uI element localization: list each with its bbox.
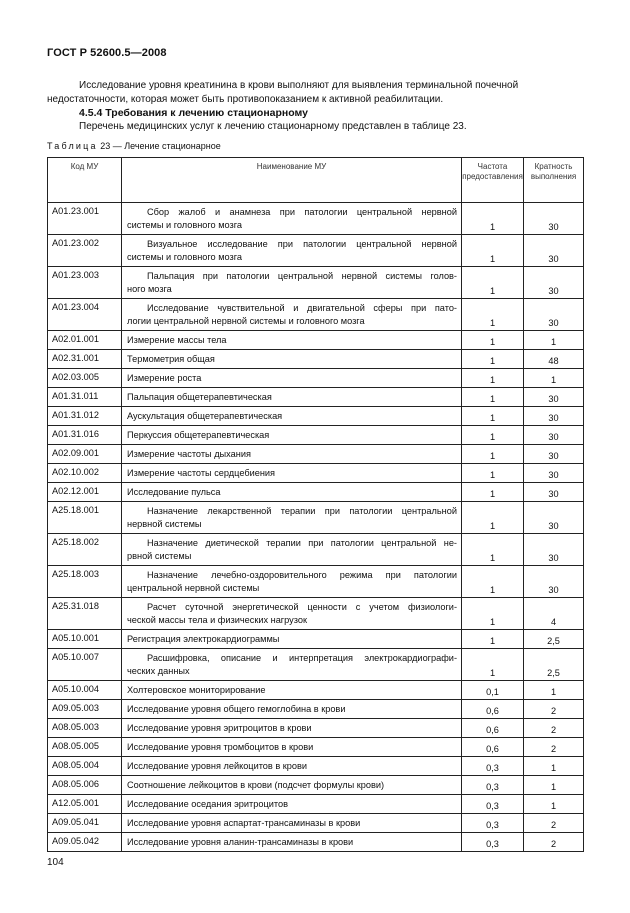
table-row xyxy=(48,267,584,299)
cell-name xyxy=(122,598,462,630)
cell-name-text: Исследование уровня аспартат-трансаминазы в крови xyxy=(127,818,361,828)
document-standard-header: ГОСТ Р 52600.5—2008 xyxy=(47,47,167,59)
cell-frequency: 1 xyxy=(462,267,524,299)
cell-code: A25.31.018 xyxy=(48,598,122,630)
cell-multiplicity: 1 xyxy=(524,757,584,776)
table-row xyxy=(48,719,584,738)
cell-code: A25.18.002 xyxy=(48,534,122,566)
cell-name-line: системы и головного мозга xyxy=(127,252,242,262)
cell-multiplicity: 30 xyxy=(524,534,584,566)
table-row xyxy=(48,350,584,369)
cell-code: A05.10.001 xyxy=(48,630,122,649)
cell-multiplicity: 4 xyxy=(524,598,584,630)
cell-name xyxy=(122,757,462,776)
cell-frequency: 1 xyxy=(462,388,524,407)
cell-multiplicity: 30 xyxy=(524,235,584,267)
cell-frequency: 0,6 xyxy=(462,719,524,738)
cell-frequency: 1 xyxy=(462,534,524,566)
table-row xyxy=(48,649,584,681)
cell-name xyxy=(122,350,462,369)
cell-code: A02.31.001 xyxy=(48,350,122,369)
table-row xyxy=(48,814,584,833)
cell-code: A02.12.001 xyxy=(48,483,122,502)
cell-name xyxy=(122,445,462,464)
cell-frequency: 1 xyxy=(462,235,524,267)
cell-name-text: Пальпация общетерапевтическая xyxy=(127,392,272,402)
cell-code: A01.31.016 xyxy=(48,426,122,445)
cell-name xyxy=(122,369,462,388)
cell-code: A01.23.001 xyxy=(48,203,122,235)
table-body xyxy=(48,203,584,852)
table-row xyxy=(48,331,584,350)
cell-frequency: 1 xyxy=(462,649,524,681)
cell-frequency: 1 xyxy=(462,630,524,649)
cell-multiplicity: 30 xyxy=(524,388,584,407)
cell-name-text: Исследование пульса xyxy=(127,487,221,497)
cell-multiplicity: 30 xyxy=(524,483,584,502)
cell-name xyxy=(122,833,462,852)
header-name: Наименование МУ xyxy=(122,158,462,203)
cell-name-text: Исследование оседания эритроцитов xyxy=(127,799,288,809)
table-row xyxy=(48,630,584,649)
table-caption-prefix: Таблица xyxy=(47,141,98,151)
cell-name-text: Исследование уровня лейкоцитов в крови xyxy=(127,761,308,771)
cell-name xyxy=(122,235,462,267)
table-row xyxy=(48,388,584,407)
table-row xyxy=(48,738,584,757)
cell-name xyxy=(122,566,462,598)
cell-frequency: 1 xyxy=(462,598,524,630)
cell-name xyxy=(122,700,462,719)
cell-multiplicity: 30 xyxy=(524,426,584,445)
cell-name xyxy=(122,331,462,350)
cell-name-text: Измерение частоты дыхания xyxy=(127,449,251,459)
cell-multiplicity: 2 xyxy=(524,700,584,719)
cell-name-line: ного мозга xyxy=(127,284,172,294)
cell-name xyxy=(122,464,462,483)
cell-code: A01.31.011 xyxy=(48,388,122,407)
cell-name xyxy=(122,426,462,445)
cell-frequency: 0,1 xyxy=(462,681,524,700)
cell-name xyxy=(122,630,462,649)
table-row xyxy=(48,483,584,502)
cell-frequency: 1 xyxy=(462,407,524,426)
table-caption xyxy=(47,141,221,151)
cell-code: A05.10.007 xyxy=(48,649,122,681)
cell-code: A01.23.002 xyxy=(48,235,122,267)
cell-name-text: Измерение массы тела xyxy=(127,335,227,345)
cell-name-text: Исследование уровня общего гемоглобина в крови xyxy=(127,704,346,714)
cell-frequency: 1 xyxy=(462,350,524,369)
cell-multiplicity: 30 xyxy=(524,464,584,483)
cell-name xyxy=(122,738,462,757)
cell-name-line: Исследование чувствительной и двигательной сферы при пато- xyxy=(147,303,457,313)
table-row xyxy=(48,407,584,426)
cell-code: A25.18.003 xyxy=(48,566,122,598)
cell-name xyxy=(122,483,462,502)
cell-multiplicity: 30 xyxy=(524,566,584,598)
cell-name-line: Назначение лекарственной терапии при патологии центральной xyxy=(147,506,457,516)
cell-multiplicity: 2 xyxy=(524,738,584,757)
cell-frequency: 1 xyxy=(462,331,524,350)
cell-code: A01.23.003 xyxy=(48,267,122,299)
cell-code: A01.31.012 xyxy=(48,407,122,426)
cell-multiplicity: 30 xyxy=(524,299,584,331)
cell-code: A02.09.001 xyxy=(48,445,122,464)
cell-name-text: Измерение роста xyxy=(127,373,202,383)
cell-name-line: рвной системы xyxy=(127,551,192,561)
table-row xyxy=(48,776,584,795)
cell-name-line: нервной системы xyxy=(127,519,202,529)
table-row xyxy=(48,445,584,464)
cell-code: A02.01.001 xyxy=(48,331,122,350)
cell-name-line: системы и головного мозга xyxy=(127,220,242,230)
header-multiplicity: Кратность выполнения xyxy=(524,158,584,203)
cell-frequency: 1 xyxy=(462,299,524,331)
cell-name xyxy=(122,299,462,331)
cell-frequency: 0,3 xyxy=(462,833,524,852)
cell-code: A09.05.003 xyxy=(48,700,122,719)
cell-code: A08.05.005 xyxy=(48,738,122,757)
cell-frequency: 1 xyxy=(462,445,524,464)
cell-name-line: Расчет суточной энергетической ценности с учетом физиологи- xyxy=(147,602,457,612)
section-paragraph: Перечень медицинских услуг к лечению стационарному представлен в таблице 23. xyxy=(79,121,467,132)
cell-multiplicity: 30 xyxy=(524,502,584,534)
cell-name-text: Соотношение лейкоцитов в крови (подсчет формулы крови) xyxy=(127,780,385,790)
cell-name xyxy=(122,502,462,534)
cell-frequency: 1 xyxy=(462,483,524,502)
cell-code: A12.05.001 xyxy=(48,795,122,814)
cell-multiplicity: 30 xyxy=(524,445,584,464)
cell-frequency: 0,6 xyxy=(462,700,524,719)
cell-multiplicity: 30 xyxy=(524,203,584,235)
cell-frequency: 0,3 xyxy=(462,757,524,776)
cell-multiplicity: 1 xyxy=(524,331,584,350)
cell-multiplicity: 2,5 xyxy=(524,649,584,681)
table-row xyxy=(48,502,584,534)
cell-name xyxy=(122,267,462,299)
cell-name-line: Визуальное исследование при патологии центральной нервной xyxy=(147,239,457,249)
cell-code: A25.18.001 xyxy=(48,502,122,534)
cell-frequency: 0,3 xyxy=(462,795,524,814)
cell-multiplicity: 1 xyxy=(524,776,584,795)
page-number: 104 xyxy=(47,857,64,868)
cell-name-text: Регистрация электрокардиограммы xyxy=(127,634,280,644)
cell-frequency: 1 xyxy=(462,426,524,445)
table-row xyxy=(48,681,584,700)
cell-code: A08.05.004 xyxy=(48,757,122,776)
cell-code: A08.05.006 xyxy=(48,776,122,795)
cell-code: A02.03.005 xyxy=(48,369,122,388)
cell-multiplicity: 30 xyxy=(524,267,584,299)
cell-frequency: 0,3 xyxy=(462,814,524,833)
cell-name xyxy=(122,534,462,566)
cell-name-line: ческих данных xyxy=(127,666,190,676)
cell-name-text: Термометрия общая xyxy=(127,354,215,364)
table-row xyxy=(48,833,584,852)
table-row xyxy=(48,203,584,235)
cell-code: A09.05.041 xyxy=(48,814,122,833)
header-code: Код МУ xyxy=(48,158,122,203)
cell-name xyxy=(122,407,462,426)
header-frequency: Частота предоставления xyxy=(462,158,524,203)
cell-name-line: ческой массы тела и физических нагрузок xyxy=(127,615,307,625)
cell-name xyxy=(122,649,462,681)
cell-frequency: 0,3 xyxy=(462,776,524,795)
cell-frequency: 1 xyxy=(462,464,524,483)
cell-multiplicity: 2 xyxy=(524,814,584,833)
cell-name-line: Сбор жалоб и анамнеза при патологии центральной нервной xyxy=(147,207,457,217)
section-heading: 4.5.4 Требования к лечению стационарному xyxy=(79,107,309,119)
cell-name xyxy=(122,388,462,407)
cell-multiplicity: 30 xyxy=(524,407,584,426)
cell-name xyxy=(122,776,462,795)
cell-frequency: 1 xyxy=(462,203,524,235)
cell-name-text: Исследование уровня аланин-трансаминазы в крови xyxy=(127,837,354,847)
cell-name xyxy=(122,719,462,738)
cell-name xyxy=(122,814,462,833)
cell-name-line: Расшифровка, описание и интерпретация электрокардиографи- xyxy=(147,653,457,663)
cell-name-text: Аускультация общетерапевтическая xyxy=(127,411,283,421)
cell-code: A02.10.002 xyxy=(48,464,122,483)
cell-name-text: Измерение частоты сердцебиения xyxy=(127,468,276,478)
cell-code: A01.23.004 xyxy=(48,299,122,331)
cell-frequency: 1 xyxy=(462,502,524,534)
cell-name-line: центральной нервной системы xyxy=(127,583,260,593)
table-row xyxy=(48,464,584,483)
table-row xyxy=(48,235,584,267)
table-row xyxy=(48,757,584,776)
table-header-row xyxy=(48,158,584,203)
cell-code: A09.05.042 xyxy=(48,833,122,852)
table-row xyxy=(48,566,584,598)
table-row xyxy=(48,534,584,566)
table-row xyxy=(48,426,584,445)
cell-name-line: логии центральной нервной системы и головного мозга xyxy=(127,316,365,326)
cell-name-text: Исследование уровня тромбоцитов в крови xyxy=(127,742,314,752)
table-row xyxy=(48,299,584,331)
cell-multiplicity: 1 xyxy=(524,681,584,700)
services-table xyxy=(47,157,584,852)
table-row xyxy=(48,369,584,388)
table-row xyxy=(48,795,584,814)
cell-multiplicity: 48 xyxy=(524,350,584,369)
cell-code: A08.05.003 xyxy=(48,719,122,738)
cell-name-line: Назначение лечебно-оздоровительного режима при патологии xyxy=(147,570,457,580)
cell-frequency: 1 xyxy=(462,566,524,598)
cell-multiplicity: 2 xyxy=(524,719,584,738)
cell-name-text: Холтеровское мониторирование xyxy=(127,685,266,695)
cell-name-text: Перкуссия общетерапевтическая xyxy=(127,430,270,440)
table-row xyxy=(48,700,584,719)
cell-frequency: 0,6 xyxy=(462,738,524,757)
cell-name xyxy=(122,681,462,700)
cell-name-text: Исследование уровня эритроцитов в крови xyxy=(127,723,312,733)
cell-name-line: Пальпация при патологии центральной нервной системы голов- xyxy=(147,271,457,281)
cell-multiplicity: 2,5 xyxy=(524,630,584,649)
cell-code: A05.10.004 xyxy=(48,681,122,700)
table-caption-title: 23 — Лечение стационарное xyxy=(97,141,221,151)
intro-paragraph: Исследование уровня креатинина в крови выполняют для выявления терминальной почечной недостаточности, которая может быть противопоказанием к активной реабилитации. xyxy=(47,80,519,105)
cell-multiplicity: 2 xyxy=(524,833,584,852)
cell-name-line: Назначение диетической терапии при патологии центральной не- xyxy=(147,538,457,548)
cell-frequency: 1 xyxy=(462,369,524,388)
cell-multiplicity: 1 xyxy=(524,369,584,388)
cell-name xyxy=(122,203,462,235)
cell-name xyxy=(122,795,462,814)
cell-multiplicity: 1 xyxy=(524,795,584,814)
table-row xyxy=(48,598,584,630)
